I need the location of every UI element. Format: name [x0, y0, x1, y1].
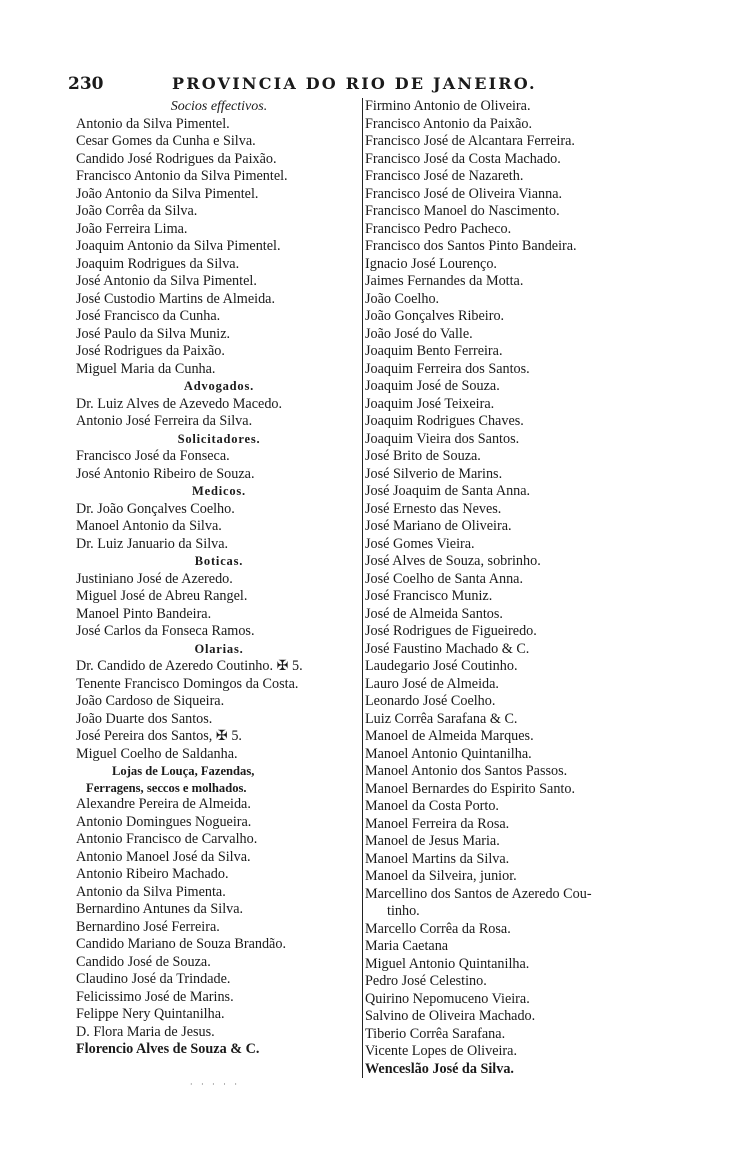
left-column-entry: José Francisco da Cunha.	[76, 308, 221, 324]
left-column-entry: Florencio Alves de Souza & C.	[76, 1041, 260, 1057]
left-column-entry: João Ferreira Lima.	[76, 220, 188, 237]
right-column-entry: Manoel de Jesus Maria.	[365, 833, 500, 849]
right-column-entry: Vicente Lopes de Oliveira.	[365, 1043, 517, 1059]
left-column-entry: José Custodio Martins de Almeida.	[76, 290, 276, 307]
right-column-entry: José Silverio de Marins.	[365, 465, 503, 482]
right-column-entry: Manoel Bernardes do Espirito Santo.	[365, 780, 576, 797]
left-column-entry: João Cardoso de Siqueira.	[76, 693, 225, 709]
right-column-entry: Joaquim Vieira dos Santos.	[365, 430, 520, 447]
right-column-entry: José Coelho de Santa Anna.	[365, 570, 524, 587]
right-column-entry: Manoel da Costa Porto.	[365, 798, 499, 814]
right-column-entry: José Francisco Muniz.	[365, 588, 493, 604]
right-column-entry: Francisco dos Santos Pinto Bandeira.	[365, 238, 577, 254]
left-column-entry: Candido José de Souza.	[76, 953, 211, 970]
right-column-entry: José Faustino Machado & C.	[365, 640, 530, 657]
right-column-entry: Jaimes Fernandes da Motta.	[365, 273, 524, 289]
left-column-entry: Dr. Luiz Januario da Silva.	[76, 535, 229, 552]
left-column-entry: Joaquim Antonio da Silva Pimentel.	[76, 238, 281, 254]
left-column-entry: José Antonio Ribeiro de Souza.	[76, 465, 255, 482]
right-column-entry: José de Almeida Santos.	[365, 605, 503, 622]
right-column-entry: Manoel de Almeida Marques.	[365, 728, 534, 744]
page-number: 230	[68, 74, 104, 94]
left-column-entry: D. Flora Maria de Jesus.	[76, 1023, 215, 1040]
left-column-entry: Antonio da Silva Pimentel.	[76, 115, 230, 132]
left-column-entry: Miguel José de Abreu Rangel.	[76, 588, 248, 604]
right-column-entry: Miguel Antonio Quintanilha.	[365, 955, 530, 972]
right-column-entry: José Rodrigues de Figueiredo.	[365, 623, 537, 639]
left-column-entry: Antonio José Ferreira da Silva.	[76, 413, 253, 429]
left-column-entry: Miguel Coelho de Saldanha.	[76, 745, 238, 762]
right-column-entry: Francisco José de Oliveira Vianna.	[365, 185, 563, 202]
left-column-entry: Antonio Manoel José da Silva.	[76, 848, 251, 865]
right-column	[362, 98, 661, 1078]
right-column-entry: José Gomes Vieira.	[365, 535, 475, 552]
section-heading: Lojas de Louça, Fazendas,	[112, 764, 255, 778]
left-column-entry: Alexandre Pereira de Almeida.	[76, 796, 251, 812]
left-column-entry: Bernardino José Ferreira.	[76, 918, 220, 935]
right-column-entry: Marcellino dos Santos de Azeredo Cou-	[365, 885, 592, 902]
left-column-entry: João Antonio da Silva Pimentel.	[76, 185, 259, 202]
left-column-entry: Tenente Francisco Domingos da Costa.	[76, 675, 299, 692]
left-column-entry: Dr. Candido de Azeredo Coutinho. ✠ 5.	[76, 658, 303, 674]
right-column-entry: Maria Caetana	[365, 938, 449, 954]
left-column-entry: Antonio da Silva Pimenta.	[76, 883, 226, 900]
left-column-entry: José Paulo da Silva Muniz.	[76, 325, 231, 342]
left-column-entry: Candido José Rodrigues da Paixão.	[76, 150, 277, 167]
right-column-entry: Joaquim José de Souza.	[365, 378, 500, 394]
left-column-entry: Felicissimo José de Marins.	[76, 988, 234, 1005]
right-column-entry: Francisco José de Nazareth.	[365, 168, 524, 184]
right-column-entry: Firmino Antonio de Oliveira.	[365, 98, 531, 114]
left-column-entry: Bernardino Antunes da Silva.	[76, 901, 244, 917]
right-column-entry: Marcello Corrêa da Rosa.	[365, 920, 511, 937]
left-column-entry: José Carlos da Fonseca Ramos.	[76, 623, 255, 639]
running-title: PROVINCIA DO RIO DE JANEIRO.	[172, 74, 537, 93]
left-column-entry: Candido Mariano de Souza Brandão.	[76, 936, 286, 952]
right-column-entry: José Mariano de Oliveira.	[365, 518, 512, 534]
left-column-entry: Joaquim Rodrigues da Silva.	[76, 255, 240, 272]
right-column-entry: Wenceslão José da Silva.	[365, 1060, 514, 1077]
right-column-entry: João Coelho.	[365, 290, 440, 307]
left-column-entry: José Antonio da Silva Pimentel.	[76, 273, 257, 289]
left-column-entry: Dr. João Gonçalves Coelho.	[76, 500, 235, 517]
section-heading: Ferragens, seccos e molhados.	[86, 780, 247, 795]
right-column-entry: José Alves de Souza, sobrinho.	[365, 553, 541, 569]
left-column-entry: Miguel Maria da Cunha.	[76, 360, 216, 377]
left-column-entry: José Pereira dos Santos, ✠ 5.	[76, 728, 242, 744]
left-column-entry: Cesar Gomes da Cunha e Silva.	[76, 133, 256, 149]
right-column-entry: Tiberio Corrêa Sarafana.	[365, 1025, 506, 1042]
right-column-entry: Luiz Corrêa Sarafana & C.	[365, 710, 518, 727]
left-column-entry: João Corrêa da Silva.	[76, 203, 198, 219]
right-column-entry: Joaquim Ferreira dos Santos.	[365, 360, 530, 377]
section-heading: Socios effectivos.	[170, 99, 268, 114]
right-column-entry: Francisco Manoel do Nascimento.	[365, 203, 560, 219]
left-column-entry: Claudino José da Trindade.	[76, 971, 231, 987]
right-column-entry: Manoel Antonio dos Santos Passos.	[365, 763, 568, 779]
left-column-entry: Antonio Francisco de Carvalho.	[76, 831, 258, 847]
right-column-entry: José Ernesto das Neves.	[365, 500, 502, 517]
left-column-entry: Felippe Nery Quintanilha.	[76, 1006, 225, 1022]
left-column-entry: Francisco José da Fonseca.	[76, 448, 230, 464]
right-column-entry: Quirino Nepomuceno Vieira.	[365, 990, 530, 1007]
left-column-entry: Antonio Domingues Nogueira.	[76, 813, 252, 830]
right-column-entry: Ignacio José Lourenço.	[365, 255, 497, 272]
right-column-entry: Salvino de Oliveira Machado.	[365, 1008, 536, 1024]
right-column-entry: tinho.	[387, 903, 420, 919]
left-column-entry: José Rodrigues da Paixão.	[76, 343, 225, 359]
left-column-entry: João Duarte dos Santos.	[76, 710, 213, 727]
left-column-entry: Francisco Antonio da Silva Pimentel.	[76, 168, 288, 184]
right-column-entry: Lauro José de Almeida.	[365, 675, 499, 692]
right-column-entry: José Brito de Souza.	[365, 448, 481, 464]
right-column-entry: João Gonçalves Ribeiro.	[365, 308, 505, 324]
right-column-entry: Pedro José Celestino.	[365, 973, 487, 989]
right-column-entry: João José do Valle.	[365, 325, 473, 342]
right-column-entry: Manoel Antonio Quintanilha.	[365, 745, 532, 762]
section-heading: Olarias.	[194, 641, 244, 656]
left-column-entry: Manoel Antonio da Silva.	[76, 518, 222, 534]
section-heading: Advogados.	[183, 379, 255, 393]
left-column-entry: Antonio Ribeiro Machado.	[76, 866, 229, 882]
section-heading: Boticas.	[194, 554, 244, 568]
right-column-entry: Joaquim Bento Ferreira.	[365, 343, 503, 359]
right-column-entry: Laudegario José Coutinho.	[365, 658, 518, 674]
right-column-entry: Francisco José da Costa Machado.	[365, 150, 561, 167]
section-heading: Medicos.	[192, 484, 246, 498]
right-column-entry: Francisco Antonio da Paixão.	[365, 115, 533, 132]
right-column-entry: Leonardo José Coelho.	[365, 693, 496, 709]
right-column-entry: Manoel Martins da Silva.	[365, 850, 510, 867]
right-column-entry: Joaquim Rodrigues Chaves.	[365, 413, 524, 429]
right-column-entry: Francisco Pedro Pacheco.	[365, 220, 512, 237]
right-column-entry: Joaquim José Teixeira.	[365, 395, 495, 412]
left-column-entry: Manoel Pinto Bandeira.	[76, 605, 212, 622]
left-column-entry: Justiniano José de Azeredo.	[76, 570, 233, 587]
page-header	[68, 74, 548, 98]
right-column-entry: Manoel Ferreira da Rosa.	[365, 815, 510, 832]
section-heading: Solicitadores.	[177, 431, 261, 446]
right-column-entry: Francisco José de Alcantara Ferreira.	[365, 133, 575, 149]
right-column-entry: Manoel da Silveira, junior.	[365, 868, 517, 884]
left-column	[76, 98, 362, 1059]
right-column-entry: José Joaquim de Santa Anna.	[365, 483, 531, 499]
left-column-entry: Dr. Luiz Alves de Azevedo Macedo.	[76, 395, 283, 412]
stray-print-marks: · · · · ·	[190, 1080, 240, 1089]
